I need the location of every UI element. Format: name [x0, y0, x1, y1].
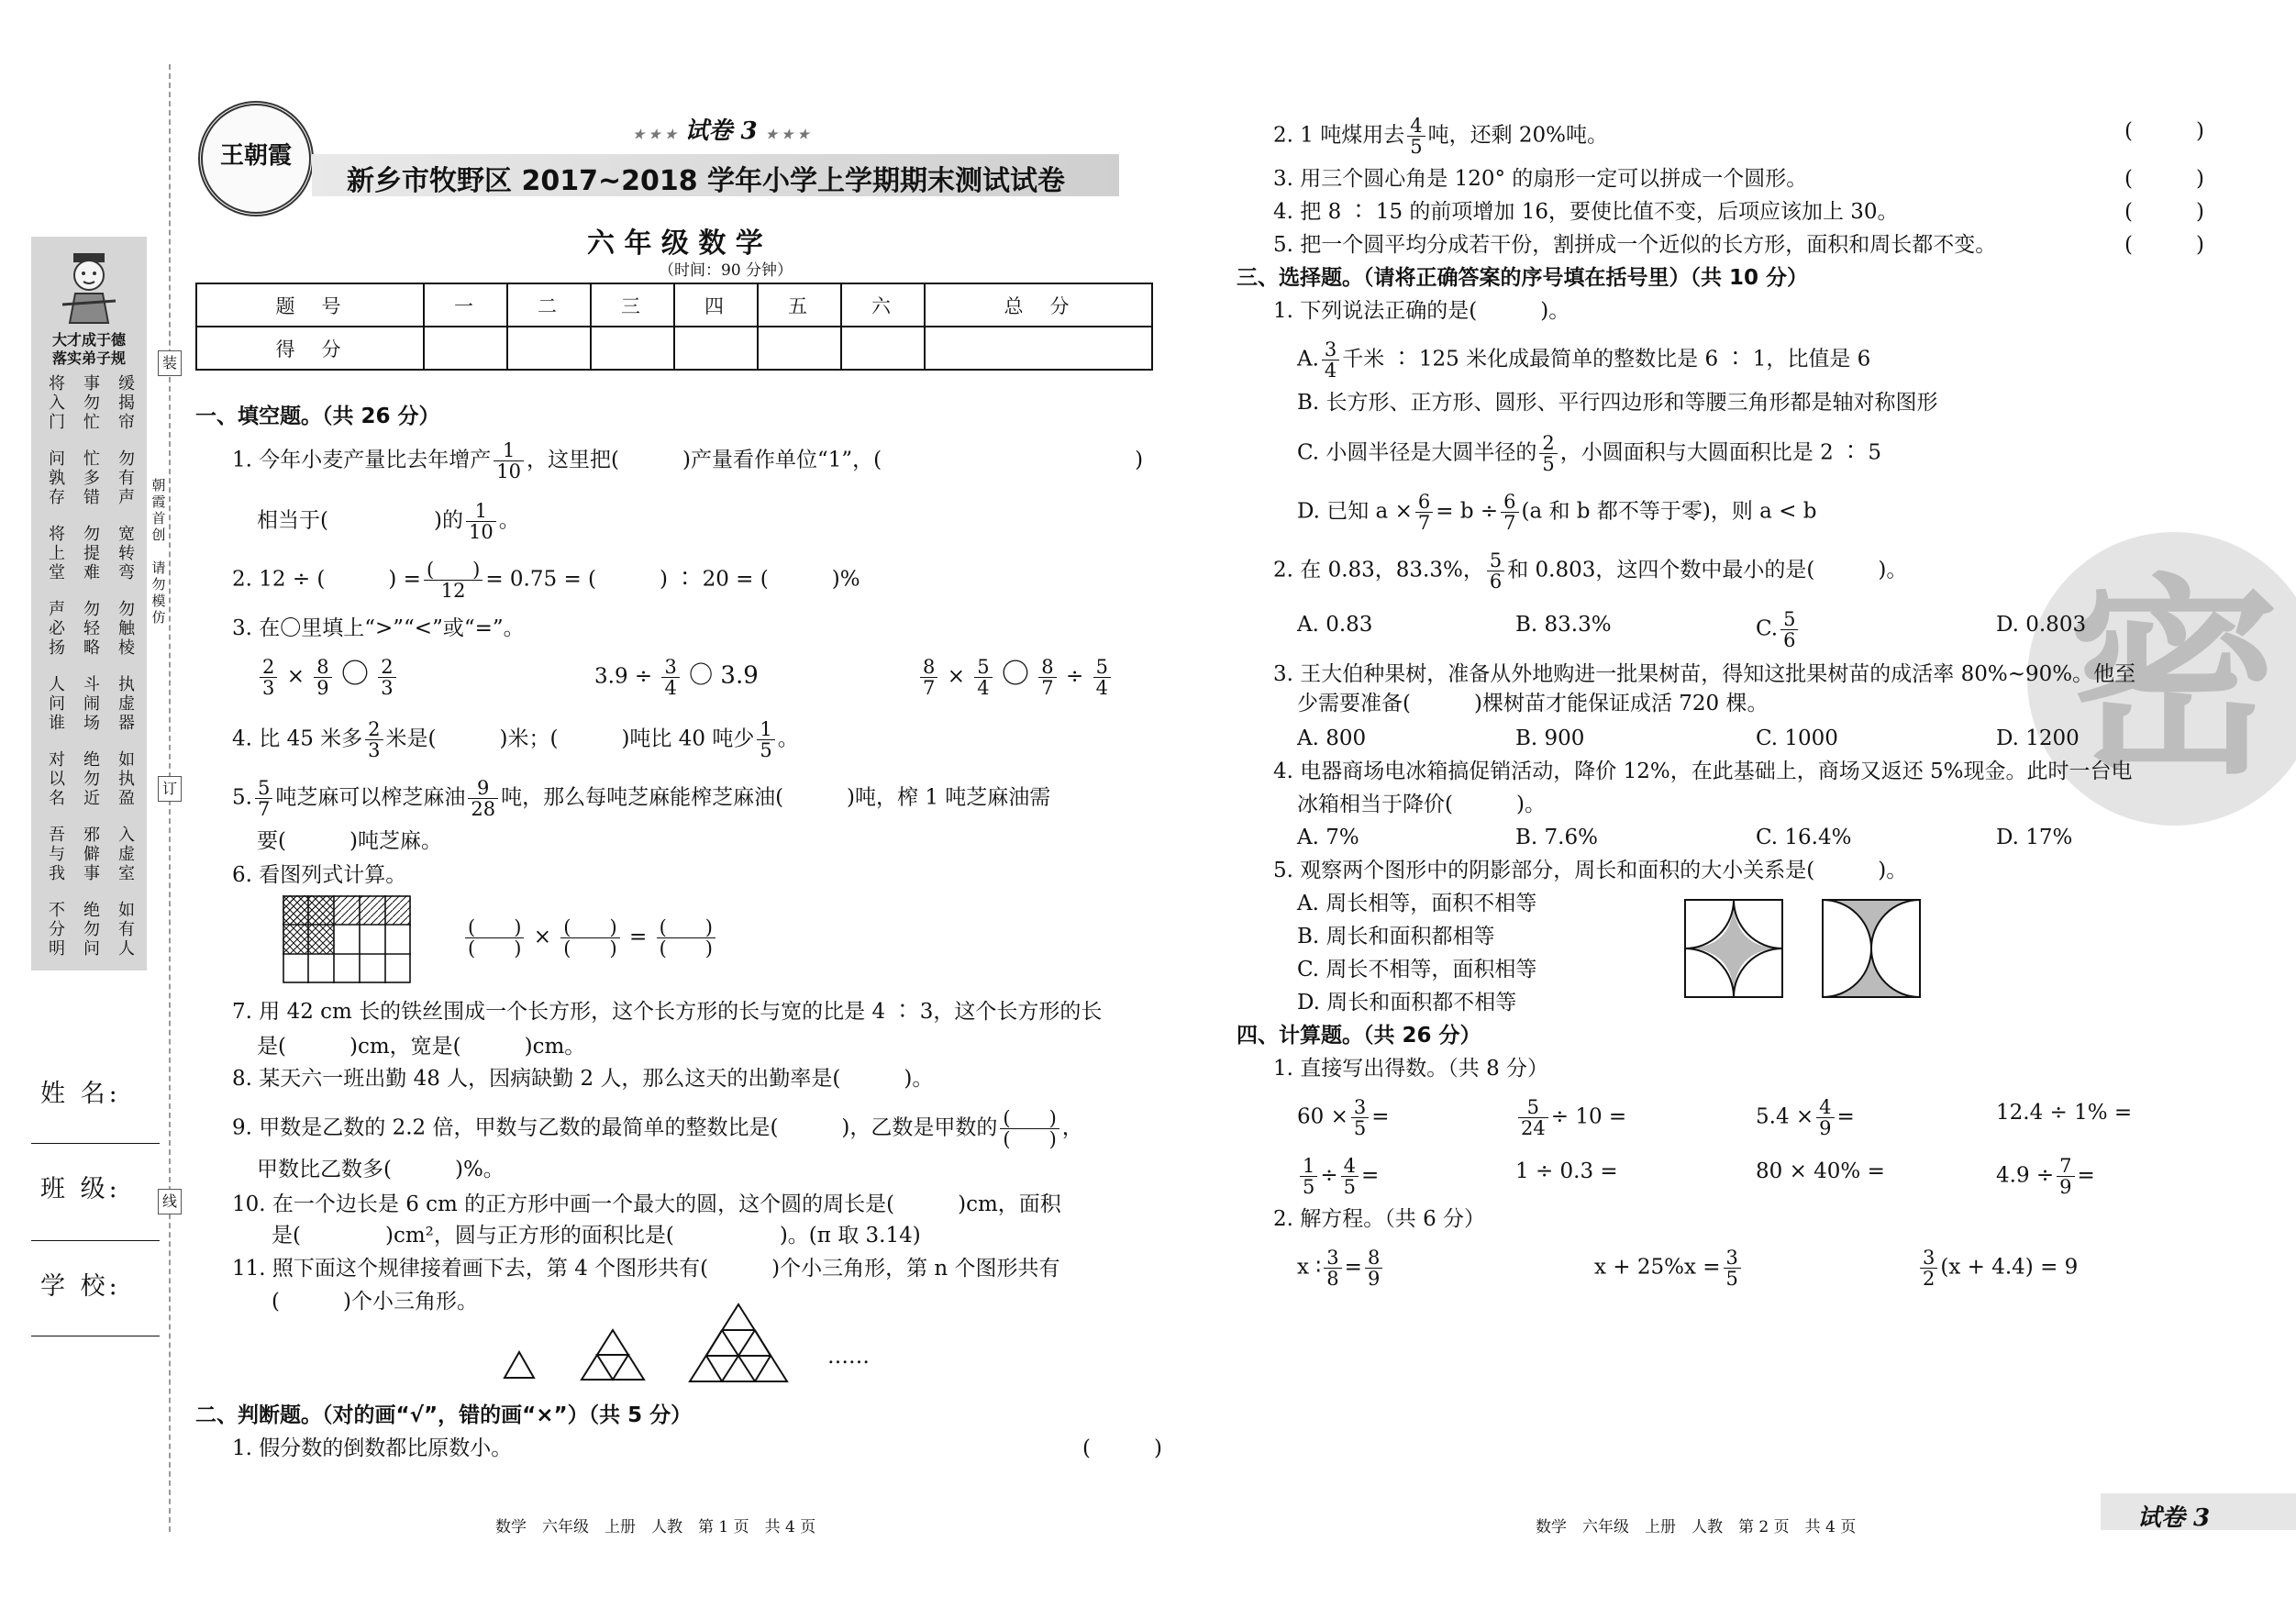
score-table-row [196, 327, 1152, 370]
judge-q4-answer[interactable]: ( ) [2124, 200, 2204, 224]
choice-q4-line2: 冰箱相当于降价( )。 [1297, 793, 1546, 816]
motto-column: 入虚室 [118, 826, 135, 883]
fraction: $\frac{8}{9}$ [314, 657, 331, 698]
score-input[interactable] [591, 327, 674, 370]
choice-q1-C[interactable]: C. 小圆半径是大圆半径的 $\frac{2}{5}$ ，小圆面积与大圆面积比是 2 ∶ 5 [1297, 432, 1881, 475]
q11-line1: 11. 照下面这个规律接着画下去，第 4 个图形共有( )个小三角形，第 n 个图形共有 [232, 1257, 1060, 1281]
fraction: $\frac{( )}{12}$ [424, 560, 482, 601]
class-label: 班 级: [40, 1175, 121, 1203]
footer-left: 数学 六年级 上册 人教 第 1 页 共 4 页 [495, 1518, 816, 1536]
q9-line2: 甲数比乙数多( )%。 [257, 1158, 505, 1181]
seal-xian: 线 [158, 1189, 182, 1214]
choice-q5-A[interactable]: A. 周长相等，面积不相等 [1297, 892, 1537, 915]
fraction: $\frac{3}{2}$ [1920, 1248, 1937, 1289]
section2-heading: 二、判断题。（对的画“√”，错的画“×”）（共 5 分） [195, 1403, 693, 1427]
choice-q2: 2. 在 0.83，83.3%， $\frac{5}{6}$ 和 0.803，这四个数中最小的是( )。 [1273, 549, 1908, 593]
motto-column: 勿有声 [118, 449, 135, 507]
name-label: 姓 名: [40, 1080, 121, 1108]
fraction: $\frac{2}{3}$ [260, 657, 277, 698]
choice-q3-line1: 3. 王大伯种果树，准备从外地购进一批果树苗，得知这批果树苗的成活率 80%~90%。他至 [1273, 662, 2136, 686]
score-cell: 四 [674, 283, 758, 327]
fraction: $\frac{( )}{( )}$ [560, 917, 619, 959]
fraction: $\frac{1}{10}$ [466, 501, 496, 542]
motto-column: 绝勿近 [83, 750, 100, 808]
choice-q2-B[interactable]: B. 83.3% [1515, 613, 1612, 637]
fraction: $\frac{6}{7}$ [1501, 492, 1518, 533]
subject-title: 六 年 级 数 学 [587, 227, 763, 260]
shaded-figure-star [1684, 899, 1783, 998]
shaded-figure-arch [1822, 899, 1921, 998]
score-input[interactable] [674, 327, 758, 370]
choice-q2-D[interactable]: D. 0.803 [1996, 613, 2087, 637]
q2-text-b: = 0.75 = ( ) ∶ 20 = ( )% [485, 567, 860, 592]
q1-text-b: ，这里把( )产量看作单位“1”，( ) [527, 448, 1144, 472]
fraction: $\frac{7}{9}$ [2057, 1156, 2074, 1197]
fraction: $\frac{5}{4}$ [1093, 657, 1111, 698]
name-field[interactable] [31, 1143, 160, 1144]
side-note-2: 请勿模仿 [151, 560, 166, 626]
score-input[interactable] [758, 327, 841, 370]
q1-text-c: 相当于( )的 [257, 508, 463, 533]
calc-2d: 4.9 ÷ $\frac{7}{9}$ = [1996, 1155, 2095, 1198]
motto-column: 忙多错 [83, 449, 100, 507]
fraction: $\frac{8}{7}$ [1038, 657, 1056, 698]
choice-q1-B[interactable]: B. 长方形、正方形、圆形、平行四边形和等腰三角形都是轴对称图形 [1297, 391, 1938, 415]
motto-column: 不分明 [49, 901, 65, 959]
time-note: （时间：90 分钟） [659, 261, 793, 280]
score-cell: 题 号 [196, 283, 424, 327]
score-cell: 六 [841, 283, 925, 327]
fraction: $\frac{4}{9}$ [1816, 1097, 1834, 1138]
score-table-row [196, 283, 1152, 327]
motto-column: 勿轻略 [83, 600, 100, 658]
choice-q3-B[interactable]: B. 900 [1515, 726, 1585, 750]
motto-column: 问孰存 [49, 449, 65, 507]
fraction: $\frac{9}{28}$ [468, 778, 498, 819]
calc-1a: 60 × $\frac{3}{5}$ = [1297, 1096, 1390, 1139]
logo-badge [198, 101, 314, 216]
judge-q5-answer[interactable]: ( ) [2124, 233, 2204, 257]
judge-q3: 3. 用三个圆心角是 120° 的扇形一定可以拼成一个圆形。 [1273, 167, 1808, 191]
triangle-pattern-3 [688, 1303, 789, 1383]
score-input[interactable] [424, 327, 507, 370]
motto-top-2: 落实弟子规 [51, 349, 126, 367]
q1-text-d: 。 [498, 508, 520, 533]
q7-line1: 7. 用 42 cm 长的铁丝围成一个长方形，这个长方形的长与宽的比是 4 ∶ 3，这个长方形的长 [232, 1000, 1103, 1024]
fraction: $\frac{8}{9}$ [1365, 1248, 1382, 1289]
fraction: $\frac{5}{4}$ [974, 657, 992, 698]
choice-q4-A[interactable]: A. 7% [1297, 826, 1359, 849]
q11-dots: …… [827, 1345, 870, 1369]
fraction: $\frac{8}{7}$ [920, 657, 937, 698]
score-cell: 二 [507, 283, 591, 327]
q5-line2: 要( )吨芝麻。 [257, 829, 442, 853]
motto-column: 吾与我 [49, 826, 65, 883]
score-input[interactable] [841, 327, 925, 370]
triangle-pattern-1 [503, 1350, 536, 1380]
motto-column: 对以名 [49, 750, 65, 808]
fraction: $\frac{( )}{( )}$ [465, 917, 524, 959]
q2-text-a: 2. 12 ÷ ( ) = [232, 567, 421, 592]
q10-line2: 是( )cm²，圆与正方形的面积比是( )。(π 取 3.14) [272, 1224, 921, 1248]
choice-q4-B[interactable]: B. 7.6% [1515, 826, 1598, 849]
equation-2: x + 25%x = $\frac{3}{5}$ [1594, 1248, 1744, 1289]
seal-ding: 订 [158, 776, 182, 802]
q11-line2: ( )个小三角形。 [272, 1290, 478, 1314]
equation-1: x ∶ $\frac{3}{8}$ = $\frac{8}{9}$ [1297, 1248, 1385, 1289]
school-label: 学 校: [40, 1272, 121, 1301]
score-input[interactable] [925, 327, 1152, 370]
score-cell: 五 [758, 283, 841, 327]
choice-q1-D[interactable]: D. 已知 a × $\frac{6}{7}$ = b ÷ $\frac{6}{7}$ (a 和 b 都不等于零)，则 a < b [1297, 491, 1817, 534]
choice-q2-A[interactable]: A. 0.83 [1297, 613, 1373, 637]
section3-heading: 三、选择题。（请将正确答案的序号填在括号里）（共 10 分） [1237, 266, 1809, 290]
fraction: $\frac{( )}{( )}$ [1000, 1108, 1059, 1149]
q1-line2 [257, 501, 520, 542]
judge-q2-answer[interactable]: ( ) [2124, 119, 2204, 143]
calc-1d: 12.4 ÷ 1% = [1996, 1101, 2133, 1125]
equation-3: $\frac{3}{2}$ (x + 4.4) = 9 [1917, 1248, 2078, 1289]
fraction: $\frac{1}{5}$ [1300, 1156, 1317, 1197]
choice-q3-D[interactable]: D. 1200 [1996, 726, 2080, 750]
choice-q1: 1. 下列说法正确的是( )。 [1273, 299, 1570, 323]
q6-grid-figure [283, 895, 411, 983]
motto-panel [31, 237, 147, 970]
motto-column: 勿提难 [83, 525, 100, 582]
confidential-stamp-char: 密 [2068, 555, 2279, 803]
q7-line2: 是( )cm，宽是( )cm。 [257, 1035, 586, 1059]
fraction: $\frac{5}{6}$ [1780, 609, 1798, 650]
calc-q2: 2. 解方程。（共 6 分） [1273, 1207, 1486, 1231]
q3-item1: $\frac{2}{3}$ × $\frac{8}{9}$ 〇 $\frac{2}{3}$ [257, 657, 399, 698]
q1-text-a: 1. 今年小麦产量比去年增产 [232, 448, 492, 472]
q8-line: 8. 某天六一班出勤 48 人，因病缺勤 2 人，那么这天的出勤率是( )。 [232, 1067, 934, 1091]
motto-column: 将上堂 [49, 525, 65, 582]
footer-right: 数学 六年级 上册 人教 第 2 页 共 4 页 [1536, 1518, 1857, 1536]
fraction: $\frac{6}{7}$ [1415, 492, 1433, 533]
choice-q4-C[interactable]: C. 16.4% [1756, 826, 1852, 849]
motto-column: 事勿忙 [83, 374, 100, 432]
section1-heading: 一、填空题。（共 26 分） [195, 405, 440, 428]
score-input[interactable] [507, 327, 591, 370]
motto-column: 声必扬 [49, 600, 65, 658]
motto-column: 将入门 [49, 374, 65, 432]
motto-column: 缓揭帘 [118, 374, 135, 432]
score-cell: 得 分 [196, 327, 424, 370]
fraction: $\frac{2}{5}$ [1539, 433, 1557, 474]
q10-line1: 10. 在一个边长是 6 cm 的正方形中画一个最大的圆，这个圆的周长是( )cm，面积 [232, 1192, 1061, 1216]
motto-column: 斗闹场 [83, 675, 100, 733]
q5-line1: 5. $\frac{5}{7}$ 吨芝麻可以榨芝麻油 $\frac{9}{28}$ 吨，那么每吨芝麻能榨芝麻油( )吨，榨 1 吨芝麻油需 [232, 777, 1051, 820]
paper-tag-text: 试卷 3 [684, 117, 758, 145]
judge-q4: 4. 把 8 ∶ 15 的前项增加 16，要使比值不变，后项应该加上 30。 [1273, 200, 1899, 224]
motto-column: 勿触棱 [118, 600, 135, 658]
q3-item2: 3.9 ÷ $\frac{3}{4}$ 〇 3.9 [594, 656, 759, 699]
q9-line1: 9. 甲数是乙数的 2.2 倍，甲数与乙数的最简单的整数比是( )，乙数是甲数的 $\frac{( )}{( )}$ ， [232, 1107, 1083, 1150]
footer-tag: 试卷 3 [2137, 1504, 2211, 1532]
fraction: $\frac{1}{5}$ [757, 719, 774, 760]
class-field[interactable] [31, 1240, 160, 1241]
calc-2a: $\frac{1}{5}$ ÷ $\frac{4}{5}$ = [1297, 1156, 1379, 1197]
score-table [195, 283, 1153, 371]
choice-q5-C[interactable]: C. 周长不相等，面积相等 [1297, 958, 1537, 981]
choice-q5-D[interactable]: D. 周长和面积都不相等 [1297, 991, 1517, 1015]
fraction: $\frac{3}{5}$ [1724, 1248, 1741, 1289]
fraction: $\frac{4}{5}$ [1341, 1156, 1359, 1197]
q3-line: 3. 在〇里填上“>”“<”或“=”。 [232, 616, 525, 640]
choice-q1-A[interactable]: A. $\frac{3}{4}$ 千米 ∶ 125 米化成最简单的整数比是 6 ∶ 1，比值是 6 [1297, 338, 1871, 382]
fraction: $\frac{3}{4}$ [1322, 339, 1339, 381]
fraction: $\frac{5}{24}$ [1518, 1097, 1548, 1138]
choice-q2-C[interactable]: C. $\frac{5}{6}$ [1756, 609, 1801, 650]
section4-heading: 四、计算题。（共 26 分） [1237, 1024, 1481, 1048]
q1-line1 [232, 440, 1143, 482]
fraction: $\frac{3}{8}$ [1324, 1248, 1341, 1289]
score-cell: 三 [591, 283, 674, 327]
motto-column: 执虚器 [118, 675, 135, 733]
fraction: $\frac{( )}{( )}$ [657, 917, 715, 959]
fraction: $\frac{4}{5}$ [1407, 116, 1425, 157]
fraction: $\frac{2}{3}$ [378, 657, 395, 698]
scholar-illustration [59, 250, 119, 325]
compare-circle[interactable]: 〇 [340, 658, 369, 691]
choice-q3-C[interactable]: C. 1000 [1756, 726, 1838, 750]
judge-q5: 5. 把一个圆平均分成若干份，割拼成一个近似的长方形，面积和周长都不变。 [1273, 233, 1997, 257]
seal-zhuang: 装 [158, 350, 182, 376]
judge-q2: 2. 1 吨煤用去 $\frac{4}{5}$ 吨，还剩 20%吨。 [1273, 115, 1609, 158]
motto-column: 邪僻事 [83, 826, 100, 883]
fraction: $\frac{2}{3}$ [365, 719, 383, 760]
q3-item3: $\frac{8}{7}$ × $\frac{5}{4}$ 〇 $\frac{8}{7}$ ÷ $\frac{5}{4}$ [917, 657, 1114, 698]
score-cell: 总 分 [925, 283, 1152, 327]
q4-line: 4. 比 45 米多 $\frac{2}{3}$ 米是( )米；( )吨比 40 吨少 $\frac{1}{5}$ 。 [232, 718, 799, 761]
fraction: $\frac{3}{5}$ [1351, 1097, 1369, 1138]
compare-circle[interactable]: 〇 [1001, 658, 1029, 691]
q2-line [232, 560, 860, 601]
paper-tag: ★ ★ ★ 试卷 3 ★ ★ ★ [633, 117, 810, 145]
choice-q3-A[interactable]: A. 800 [1297, 726, 1367, 750]
choice-q5: 5. 观察两个图形中的阴影部分，周长和面积的大小关系是( )。 [1273, 859, 1908, 882]
exam-title: 新乡市牧野区 2017~2018 学年小学上学期期末测试试卷 [347, 165, 1066, 197]
motto-column: 如有人 [118, 901, 135, 959]
calc-q1: 1. 直接写出得数。（共 8 分） [1273, 1057, 1549, 1081]
calc-1b: $\frac{5}{24}$ ÷ 10 = [1515, 1097, 1626, 1138]
choice-q4-line1: 4. 电器商场电冰箱搞促销活动，降价 12%，在此基础上，商场又返还 5%现金。此时一台电 [1273, 760, 2133, 783]
motto-column: 宽转弯 [118, 525, 135, 582]
side-note [149, 477, 169, 626]
fraction: $\frac{5}{6}$ [1487, 550, 1504, 592]
judge-q1-answer[interactable]: ( ) [1082, 1436, 1162, 1460]
logo-text: 王朝霞 [219, 142, 292, 170]
judge-q3-answer[interactable]: ( ) [2124, 167, 2204, 191]
choice-q4-D[interactable]: D. 17% [1996, 826, 2073, 849]
compare-circle[interactable]: 〇 3.9 [689, 661, 759, 690]
choice-q5-B[interactable]: B. 周长和面积都相等 [1297, 925, 1495, 948]
calc-2b: 1 ÷ 0.3 = [1515, 1159, 1618, 1183]
choice-q3-line2: 少需要准备( )棵树苗才能保证成活 720 棵。 [1297, 692, 1769, 715]
motto-column: 如执盈 [118, 750, 135, 808]
calc-1c: 5.4 × $\frac{4}{9}$ = [1756, 1096, 1855, 1139]
q6-equation: $\frac{( )}{( )}$ × $\frac{( )}{( )}$ = $\frac{( )}{( )}$ [462, 917, 718, 959]
calc-2c: 80 × 40% = [1756, 1159, 1885, 1183]
motto-column: 人问谁 [49, 675, 65, 733]
judge-q1: 1. 假分数的倒数都比原数小。 [232, 1436, 513, 1460]
triangle-pattern-2 [580, 1328, 646, 1381]
score-cell: 一 [424, 283, 507, 327]
fraction: $\frac{1}{10}$ [494, 440, 524, 482]
motto-column: 绝勿问 [83, 901, 100, 959]
fraction: $\frac{5}{7}$ [255, 778, 272, 819]
fraction: $\frac{3}{4}$ [661, 657, 679, 698]
side-note-1: 朝霞首创 [151, 477, 166, 543]
motto-top-1: 大才成于德 [51, 331, 126, 349]
q6-line: 6. 看图列式计算。 [232, 863, 407, 887]
